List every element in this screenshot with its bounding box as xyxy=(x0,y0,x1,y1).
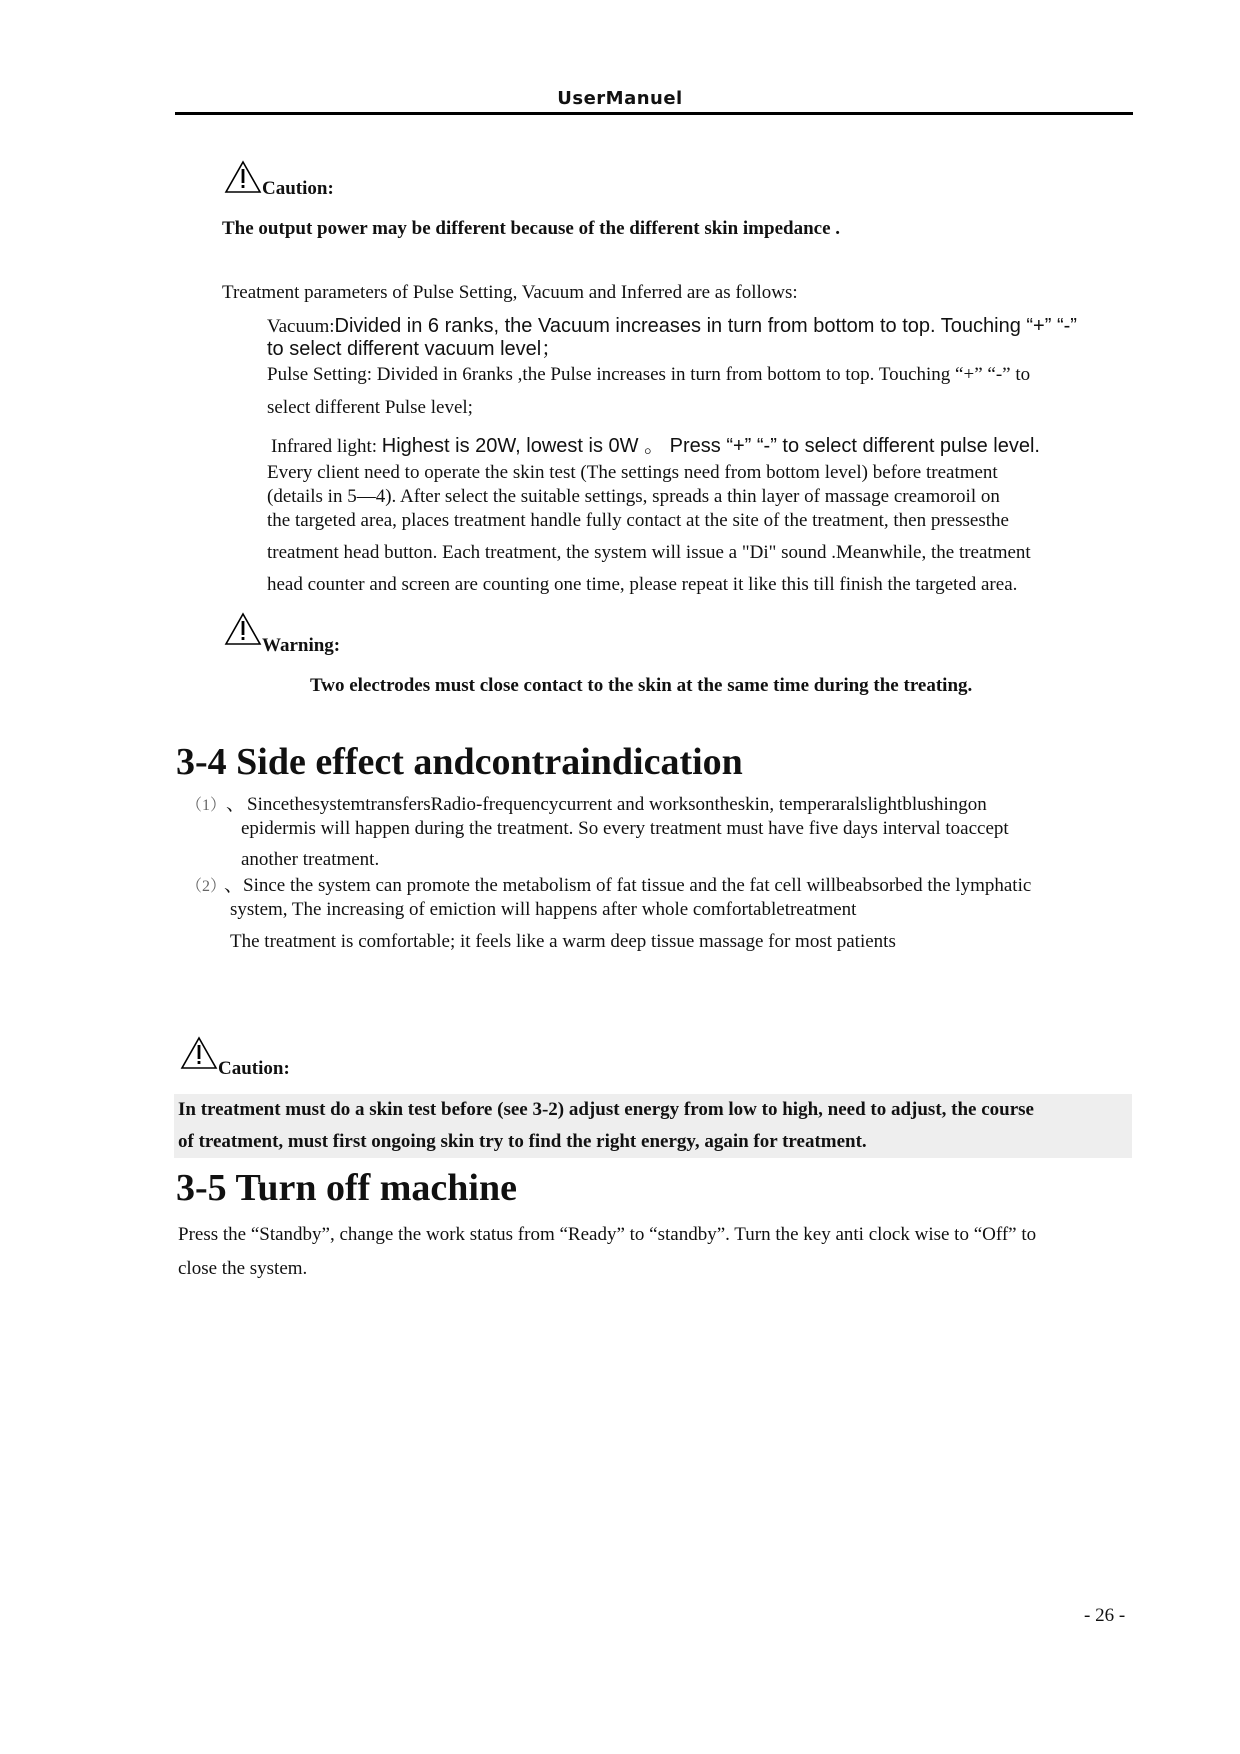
list-item-1-line-2: epidermis will happen during the treatment. So every treatment must have five days interval toaccept xyxy=(241,818,1009,839)
client-line-3: the targeted area, places treatment handle fully contact at the site of the treatment, then pressesthe xyxy=(267,510,1009,531)
list-item-2-line-3: The treatment is comfortable; it feels like a warm deep tissue massage for most patients xyxy=(230,931,896,952)
vacuum-line-2: to select different vacuum level； xyxy=(267,338,562,360)
page-header-title: UserManuel xyxy=(557,88,683,109)
infrared-text: Highest is 20W, lowest is 0W 。 Press “+” “-” to select different pulse level. xyxy=(381,435,1040,457)
pulse-line-2: select different Pulse level; xyxy=(267,397,473,418)
client-line-4: treatment head button. Each treatment, the system will issue a "Di" sound .Meanwhile, the treatment xyxy=(267,542,1031,563)
list-item-2-number: （2） xyxy=(186,878,219,895)
turn-off-line-1: Press the “Standby”, change the work status from “Ready” to “standby”. Turn the key anti clock wise to “Off” to xyxy=(178,1224,1037,1245)
list-item-1 xyxy=(186,793,987,818)
list-item-1-separator: 、 xyxy=(226,794,246,815)
caution-text: The output power may be different because of the different skin impedance . xyxy=(222,218,841,239)
client-line-2: (details in 5—4). After select the suitable settings, spreads a thin layer of massage creamoroil on xyxy=(267,486,1000,507)
caution-label: Caution: xyxy=(262,178,334,199)
client-line-5: head counter and screen are counting one time, please repeat it like this till finish the targeted area. xyxy=(267,574,1018,595)
warning-text: Two electrodes must close contact to the skin at the same time during the treating. xyxy=(310,675,973,696)
pulse-line-1: Pulse Setting: Divided in 6ranks ,the Pulse increases in turn from bottom to top. Touching “+” “-” to xyxy=(267,364,1031,385)
warning-triangle-icon xyxy=(180,1036,218,1070)
vacuum-line-1 xyxy=(267,314,1077,339)
warning-label: Warning: xyxy=(262,635,341,656)
turn-off-line-2: close the system. xyxy=(178,1258,308,1279)
infrared-label: Infrared light: xyxy=(271,436,382,457)
warning-triangle-icon xyxy=(224,612,262,646)
list-item-1-text: SincethesystemtransfersRadio-frequencycurrent and worksontheskin, temperaralslightblushingon xyxy=(247,794,987,815)
caution-label: Caution: xyxy=(218,1058,290,1079)
warning-triangle-icon xyxy=(224,160,262,194)
infrared-line xyxy=(271,434,1040,459)
header-rule xyxy=(175,112,1133,115)
section-3-4-heading: 3-4 Side effect andcontraindication xyxy=(176,741,743,783)
params-intro: Treatment parameters of Pulse Setting, Vacuum and Inferred are as follows: xyxy=(222,282,798,303)
list-item-2-line-2: system, The increasing of emiction will happens after whole comfortabletreatment xyxy=(230,899,857,920)
client-line-1: Every client need to operate the skin test (The settings need from bottom level) before treatment xyxy=(267,462,998,483)
vacuum-label: Vacuum: xyxy=(267,316,335,337)
section-3-5-heading: 3-5 Turn off machine xyxy=(176,1167,517,1209)
list-item-1-line-3: another treatment. xyxy=(241,849,380,870)
caution-2-line-2: of treatment, must first ongoing skin try to find the right energy, again for treatment. xyxy=(178,1131,867,1152)
list-item-2 xyxy=(186,874,1031,899)
caution-2-line-1: In treatment must do a skin test before (see 3-2) adjust energy from low to high, need to adjust, the course xyxy=(178,1099,1034,1120)
vacuum-text: Divided in 6 ranks, the Vacuum increases in turn from bottom to top. Touching “+” “-” xyxy=(334,315,1077,337)
list-item-1-number: （1） xyxy=(186,797,219,814)
page-number: - 26 - xyxy=(1084,1605,1126,1626)
list-item-2-text: 、Since the system can promote the metabolism of fat tissue and the fat cell willbeabsorbed the lymphatic xyxy=(224,875,1032,896)
